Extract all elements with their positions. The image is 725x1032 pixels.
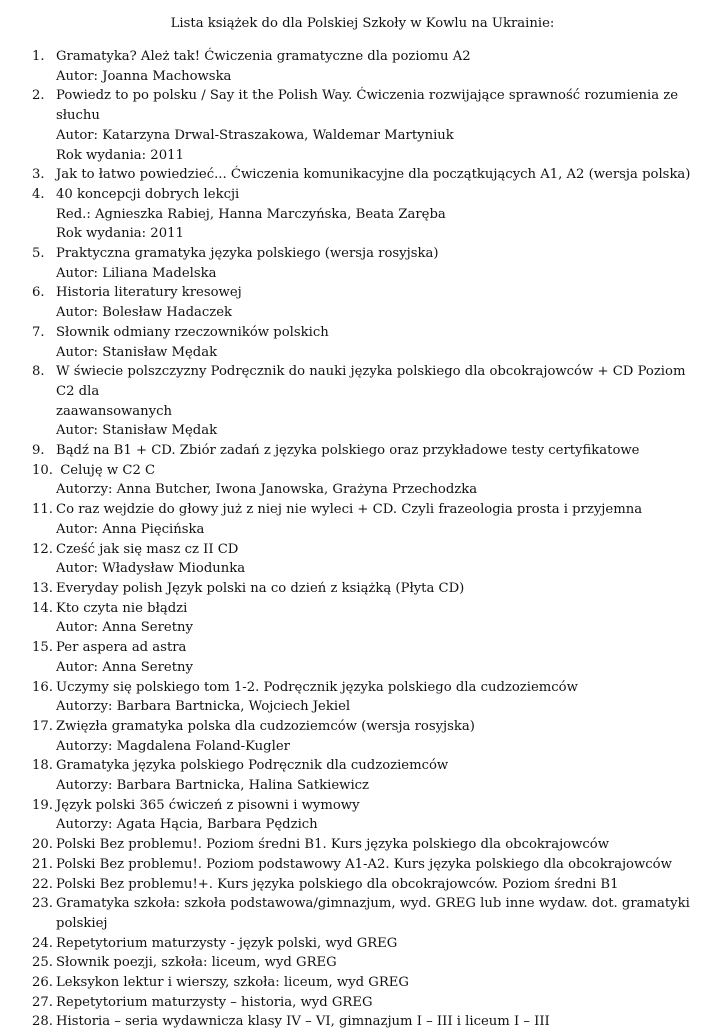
item-title: Słownik odmiany rzeczowników polskich [56, 324, 329, 340]
item-number: 20. [32, 837, 53, 853]
item-content [56, 86, 702, 165]
item-title: Everyday polish Język polski na co dzień z książką (Płyta CD) [56, 580, 465, 596]
item-title: Repetytorium maturzysty - język polski, wyd GREG [56, 935, 398, 951]
item-detail: Autorzy: Anna Butcher, Iwona Janowska, Grażyna Przechodzka [56, 482, 478, 498]
item-number: 22. [32, 876, 53, 892]
list-item [32, 855, 702, 875]
list-item [32, 540, 702, 579]
item-detail: polskiej [56, 915, 108, 931]
item-number: 23. [32, 896, 53, 912]
list-item [32, 323, 702, 362]
item-title: Historia literatury kresowej [56, 285, 242, 301]
item-title: Polski Bez problemu!+. Kurs języka polskiego dla obcokrajowców. Poziom średni B1 [56, 876, 619, 892]
item-number: 7. [32, 324, 45, 340]
item-number: 13. [32, 580, 53, 596]
item-detail: Rok wydania: 2011 [56, 226, 184, 242]
item-content [56, 796, 702, 835]
list-item [32, 756, 702, 795]
item-number: 11. [32, 502, 53, 518]
item-content [56, 579, 702, 599]
item-content [56, 323, 702, 362]
item-content [56, 185, 702, 244]
item-title: W świecie polszczyzny Podręcznik do nauki języka polskiego dla obcokrajowców + CD Poziom C2 dla [56, 364, 690, 399]
item-content [56, 165, 702, 185]
item-detail: Autor: Stanisław Mędak [56, 423, 218, 439]
item-content [56, 638, 702, 677]
item-title: Słownik poezji, szkoła: liceum, wyd GREG [56, 955, 337, 971]
list-item [32, 638, 702, 677]
item-detail: Autor: Joanna Machowska [56, 68, 232, 84]
list-item [32, 678, 702, 717]
item-number: 27. [32, 994, 53, 1010]
item-content [56, 1012, 702, 1032]
item-detail: zaawansowanych [56, 403, 172, 419]
list-item [32, 599, 702, 638]
item-detail: Autorzy: Magdalena Foland-Kugler [56, 738, 290, 754]
list-item [32, 47, 702, 86]
item-title: Kto czyta nie błądzi [56, 600, 188, 616]
item-detail: Autor: Władysław Miodunka [56, 561, 246, 577]
item-number: 15. [32, 640, 53, 656]
list-item [32, 362, 702, 441]
item-detail: Red.: Agnieszka Rabiej, Hanna Marczyńska, Beata Zaręba [56, 206, 446, 222]
page-title: Lista książek do dla Polskiej Szkoły w Kowlu na Ukrainie: [170, 16, 555, 31]
item-number: 10. [32, 462, 53, 478]
list-item [32, 185, 702, 244]
item-content [56, 934, 702, 954]
item-title: Gramatyka? Ależ tak! Ćwiczenia gramatyczne dla poziomu A2 [56, 49, 471, 64]
item-title: Celuję w C2 C [56, 462, 156, 478]
item-title: Zwięzła gramatyka polska dla cudzoziemców (wersja rosyjska) [56, 718, 475, 734]
item-detail: Autor: Katarzyna Drwal-Straszakowa, Waldemar Martyniuk [56, 127, 454, 143]
item-content [56, 540, 702, 579]
item-title: Uczymy się polskiego tom 1-2. Podręcznik języka polskiego dla cudzoziemców [56, 679, 578, 695]
item-content [56, 855, 702, 875]
item-number: 4. [32, 186, 45, 202]
item-title: Gramatyka języka polskiego Podręcznik dla cudzoziemców [56, 758, 449, 774]
list-item [32, 993, 702, 1013]
item-content [56, 678, 702, 717]
item-content [56, 717, 702, 756]
item-title: 40 koncepcji dobrych lekcji [56, 186, 240, 202]
list-item [32, 875, 702, 895]
item-title: Co raz wejdzie do głowy już z niej nie wyleci + CD. Czyli frazeologia prosta i przyjemna [56, 502, 643, 518]
item-number: 12. [32, 541, 53, 557]
item-detail: Autor: Anna Seretny [56, 620, 193, 636]
item-number: 9. [32, 443, 45, 459]
item-content [56, 461, 702, 500]
item-detail: Autor: Stanisław Mędak [56, 344, 218, 360]
list-item [32, 1012, 702, 1032]
item-number: 19. [32, 797, 53, 813]
item-title: Leksykon lektur i wierszy, szkoła: liceum, wyd GREG [56, 975, 409, 991]
item-detail: Autor: Anna Pięcińska [56, 521, 205, 537]
item-number: 17. [32, 718, 53, 734]
list-item [32, 244, 702, 283]
item-number: 6. [32, 285, 45, 301]
item-title: Jak to łatwo powiedzieć... Ćwiczenia komunikacyjne dla początkujących A1, A2 (wersja polska) [56, 167, 691, 183]
item-content [56, 894, 702, 933]
list-item [32, 441, 702, 461]
list-item [32, 835, 702, 855]
item-title: Bądź na B1 + CD. Zbiór zadań z języka polskiego oraz przykładowe testy certyfikatowe [56, 443, 640, 459]
item-title: Cześć jak się masz cz II CD [56, 541, 239, 557]
list-item [32, 934, 702, 954]
item-content [56, 441, 702, 461]
item-number: 24. [32, 935, 53, 951]
item-number: 5. [32, 246, 45, 262]
item-content [56, 953, 702, 973]
item-title: Polski Bez problemu!. Poziom podstawowy A1-A2. Kurs języka polskiego dla obcokrajowców [56, 856, 672, 872]
item-title: Powiedz to po polsku / Say it the Polish Way. Ćwiczenia rozwijające sprawność rozumienia ze słuchu [56, 88, 683, 124]
item-content [56, 835, 702, 855]
item-title: Język polski 365 ćwiczeń z pisowni i wymowy [56, 797, 360, 813]
item-content [56, 283, 702, 322]
item-content [56, 599, 702, 638]
list-item [32, 579, 702, 599]
item-title: Praktyczna gramatyka języka polskiego (wersja rosyjska) [56, 246, 439, 262]
item-detail: Autor: Anna Seretny [56, 659, 193, 675]
list-item [32, 500, 702, 539]
list-item [32, 973, 702, 993]
item-detail: Autor: Liliana Madelska [56, 265, 217, 281]
list-item [32, 894, 702, 933]
item-number: 14. [32, 600, 53, 616]
item-content [56, 875, 702, 895]
list-item [32, 165, 702, 185]
item-content [56, 47, 702, 86]
item-detail: Autorzy: Barbara Bartnicka, Wojciech Jekiel [56, 699, 351, 715]
item-detail: Autorzy: Barbara Bartnicka, Halina Satkiewicz [56, 778, 369, 794]
item-detail: Autor: Bolesław Hadaczek [56, 305, 233, 321]
item-title: Per aspera ad astra [56, 640, 187, 656]
list-item [32, 717, 702, 756]
item-content [56, 973, 702, 993]
item-detail: Autorzy: Agata Hącia, Barbara Pędzich [56, 817, 318, 833]
item-number: 18. [32, 758, 53, 774]
list-item [32, 461, 702, 500]
item-number: 8. [32, 364, 45, 380]
item-content [56, 500, 702, 539]
book-list [32, 47, 702, 1032]
item-number: 25. [32, 955, 53, 971]
item-number: 28. [32, 1014, 53, 1030]
item-detail: Rok wydania: 2011 [56, 147, 184, 163]
item-title: Gramatyka szkoła: szkoła podstawowa/gimnazjum, wyd. GREG lub inne wydaw. dot. gramatyki [56, 896, 690, 912]
item-content [56, 244, 702, 283]
item-content [56, 993, 702, 1013]
item-number: 26. [32, 975, 53, 991]
item-title: Repetytorium maturzysty – historia, wyd GREG [56, 994, 373, 1010]
item-number: 2. [32, 88, 45, 104]
list-item [32, 86, 702, 165]
item-content [56, 756, 702, 795]
item-title: Historia – seria wydawnicza klasy IV – VI, gimnazjum I – III i liceum I – III [56, 1014, 550, 1030]
item-number: 3. [32, 167, 45, 183]
item-number: 21. [32, 856, 53, 872]
list-item [32, 283, 702, 322]
item-content [56, 362, 702, 441]
list-item [32, 796, 702, 835]
list-item [32, 953, 702, 973]
item-number: 1. [32, 49, 45, 64]
item-number: 16. [32, 679, 53, 695]
item-title: Polski Bez problemu!. Poziom średni B1. Kurs języka polskiego dla obcokrajowców [56, 837, 610, 853]
